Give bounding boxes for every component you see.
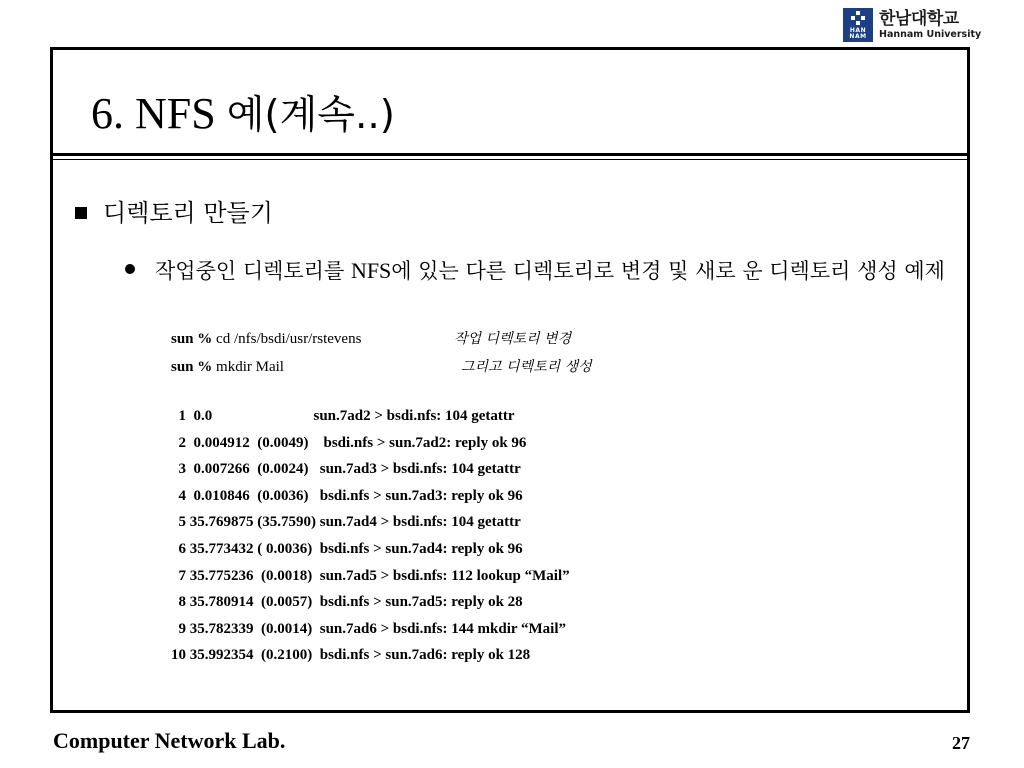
trace-line: 5 35.769875 (35.7590) sun.7ad4 > bsdi.nfs: 104 getattr: [171, 514, 521, 531]
trace-line: 6 35.773432 ( 0.0036) bsdi.nfs > sun.7ad4: reply ok 96: [171, 540, 523, 557]
trace-line: 4 0.010846 (0.0036) bsdi.nfs > sun.7ad3: reply ok 96: [171, 487, 523, 504]
university-emblem-icon: [843, 8, 873, 42]
footer-lab-name: Computer Network Lab.: [53, 728, 286, 753]
page-number: 27: [952, 733, 970, 753]
bullet-level1-text: 디렉토리 만들기: [103, 199, 273, 227]
logo-text: [879, 10, 981, 40]
shell-command: mkdir Mail: [212, 359, 284, 375]
trace-line: 7 35.775236 (0.0018) sun.7ad5 > bsdi.nfs: 112 lookup “Mail”: [171, 567, 570, 584]
shell-prompt: sun %: [171, 359, 213, 375]
emblem-text: HAN NAM: [849, 27, 867, 40]
trace-line: 10 35.992354 (0.2100) bsdi.nfs > sun.7ad6: reply ok 128: [171, 647, 531, 664]
trace-line: 1 0.0 sun.7ad2 > bsdi.nfs: 104 getattr: [171, 408, 515, 424]
slide-frame: [50, 47, 970, 713]
shell-command: cd /nfs/bsdi/usr/rstevens: [212, 331, 362, 347]
title-divider: [53, 153, 967, 156]
square-bullet-icon: [75, 207, 87, 219]
university-name-korean: 한남대학교: [879, 9, 959, 29]
shell-prompt: sun %: [171, 331, 213, 347]
trace-line: 9 35.782339 (0.0014) sun.7ad6 > bsdi.nfs: 144 mkdir “Mail”: [171, 620, 566, 637]
bullet-level2-text: [155, 253, 955, 289]
title-divider-thin: [53, 159, 967, 160]
command-comment: 작업 디렉토리 변경: [454, 331, 572, 347]
trace-line: 8 35.780914 (0.0057) bsdi.nfs > sun.7ad5: reply ok 28: [171, 594, 523, 611]
bullet-level2-text-before: 작업중인 디렉토리를: [155, 259, 351, 283]
bullet-level2-text-after: 에 있는 다른 디렉토리로 변경 및 새로 운 디렉토리 생성 예제: [391, 259, 945, 283]
slide-title-korean: 예(계속..): [226, 93, 395, 138]
university-logo: [843, 6, 981, 44]
university-name-english: Hannam University: [879, 29, 982, 40]
tcpdump-trace: [171, 403, 570, 669]
slide-title-prefix: 6. NFS: [91, 89, 227, 138]
command-row: [171, 325, 572, 353]
command-row: [171, 353, 592, 381]
trace-line: 2 0.004912 (0.0049) bsdi.nfs > sun.7ad2: reply ok 96: [171, 434, 527, 451]
slide-title: [91, 88, 395, 142]
emblem-pattern-icon: [848, 11, 868, 25]
bullet-level1: [75, 198, 273, 228]
command-comment: 그리고 디렉토리 생성: [461, 359, 592, 375]
round-bullet-icon: [125, 264, 135, 274]
bullet-level2-text-nfs: NFS: [350, 258, 392, 283]
bullet-level2: [125, 253, 955, 289]
command-block: [171, 325, 592, 381]
trace-line: 3 0.007266 (0.0024) sun.7ad3 > bsdi.nfs: 104 getattr: [171, 461, 521, 478]
